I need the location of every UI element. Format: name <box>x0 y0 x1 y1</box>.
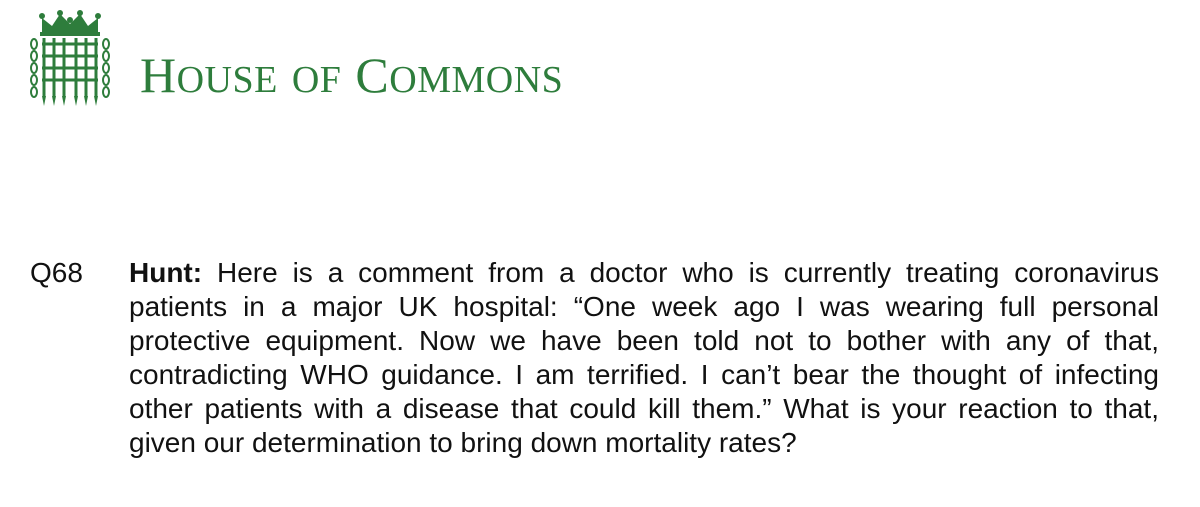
speaker-name: Hunt: <box>129 257 203 288</box>
title-ommons: OMMONS <box>389 59 564 101</box>
title-c: C <box>355 47 390 103</box>
question-text: Here is a comment from a doctor who is currently treating coronavirus patients in a major UK hospital: “One week ago I was wearing full personal protective equipment. Now we have been told not to bother with any of that, contradicting WHO guidance. I am terrified. I can’t bear the thought of infecting other patients with a disease that could kill them.” What is your reaction to that, given our determination to bring down mortality rates? <box>129 257 1159 458</box>
question-paragraph <box>129 256 1159 460</box>
title-ouse: OUSE <box>176 59 278 101</box>
title-of: OF <box>291 59 342 101</box>
portcullis-icon <box>28 10 112 108</box>
title-h: H <box>140 47 177 103</box>
house-of-commons-title <box>140 47 564 103</box>
question-number: Q68 <box>30 257 83 288</box>
